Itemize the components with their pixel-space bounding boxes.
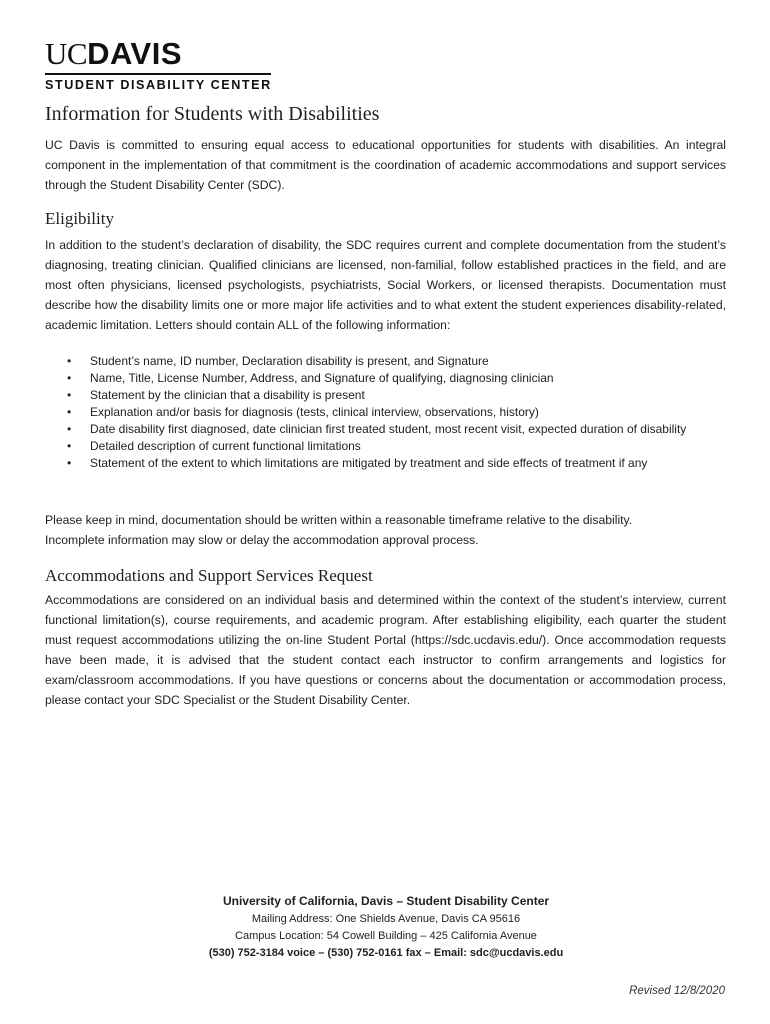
bullet-icon: • [67,371,72,385]
footer-campus-location: Campus Location: 54 Cowell Building – 425 California Avenue [235,930,537,942]
page-title: Information for Students with Disabilities [45,103,380,125]
accommodations-heading: Accommodations and Support Services Request [45,566,373,585]
list-item-text: Detailed description of current functional limitations [90,439,361,453]
list-item [45,353,727,370]
intro-paragraph: UC Davis is committed to ensuring equal access to educational opportunities for students with disabilities. An integral component in the implementation of that commitment is the coordination of academic accommodations and support services through the Student Disability Center (SDC). [45,138,726,192]
list-item [45,421,727,438]
documentation-note-line2: Incomplete information may slow or delay the accommodation approval process. [45,533,479,547]
list-item-text: Explanation and/or basis for diagnosis (tests, clinical interview, observations, history) [90,405,539,419]
list-item [45,438,727,455]
footer-title: University of California, Davis – Student Disability Center [222,894,550,908]
list-item [45,387,727,404]
requirements-list [45,353,727,472]
bullet-icon: • [67,405,72,419]
ucdavis-logo [45,36,273,92]
list-item [45,370,727,387]
bullet-icon: • [67,439,72,453]
accommodations-paragraph: Accommodations are considered on an individual basis and determined within the context of the student’s interview, current functional limitation(s), course requirements, and academic program. After establishing eligibility, each quarter the student must request accommodations utilizing the on-line Student Portal (https://sdc.ucdavis.edu/). Once accommodation requests have been made, it is advised that the student contact each instructor to confirm arrangements and logistics for exam/classroom accommodations. If you have questions or concerns about the documentation or accommodation process, please contact your SDC Specialist or the Student Disability Center. [45,593,726,707]
document-page [45,0,727,1024]
bullet-icon: • [67,388,72,402]
logo-wordmark [45,36,273,71]
list-item [45,404,727,421]
logo-divider [45,73,271,75]
footer-contact-info: (530) 752-3184 voice – (530) 752-0161 fax – Email: sdc@ucdavis.edu [208,947,564,959]
list-item-text: Statement by the clinician that a disability is present [90,388,365,402]
list-item [45,455,727,472]
footer-contact-block [45,892,727,962]
logo-davis: DAVIS [87,36,183,71]
documentation-note [45,510,726,550]
bullet-icon: • [67,456,72,470]
eligibility-paragraph: In addition to the student’s declaration of disability, the SDC requires current and complete documentation from the student’s diagnosing, treating clinician. Qualified clinicians are licensed, non-familial, follow established practices in the field, and are most often physicians, licensed psychologists, psychiatrists, Social Workers, or licensed therapists. Documentation must describe how the disability limits one or more major life activities and to what extent the student experiences disability-related, academic limitation. Letters should contain ALL of the following information: [45,238,726,332]
list-item-text: Statement of the extent to which limitations are mitigated by treatment and side effects of treatment if any [90,456,648,470]
logo-uc: UC [45,36,88,71]
list-item-text: Name, Title, License Number, Address, and Signature of qualifying, diagnosing clinician [90,371,554,385]
documentation-note-line1: Please keep in mind, documentation should be written within a reasonable timeframe relative to the disability. [45,513,633,527]
bullet-icon: • [67,422,72,436]
list-item-text: Date disability first diagnosed, date clinician first treated student, most recent visit, expected duration of disability [90,422,687,436]
bullet-icon: • [67,354,72,368]
list-item-text: Student’s name, ID number, Declaration disability is present, and Signature [90,354,489,368]
logo-subtitle: STUDENT DISABILITY CENTER [45,77,272,92]
revised-date: Revised 12/8/2020 [629,985,725,997]
eligibility-heading: Eligibility [45,209,114,228]
footer-mailing-address: Mailing Address: One Shields Avenue, Davis CA 95616 [251,913,521,925]
